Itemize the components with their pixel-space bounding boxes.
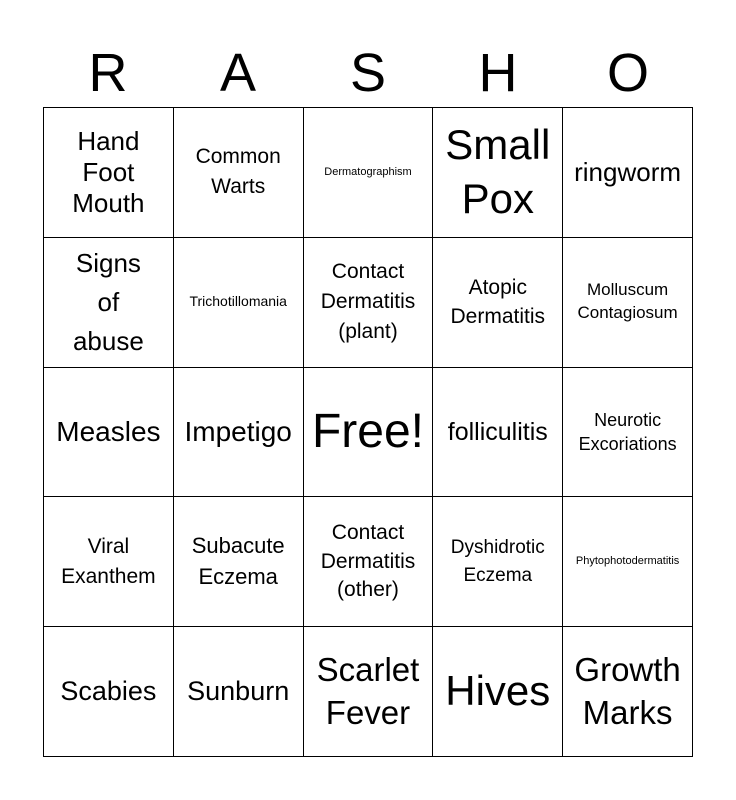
bingo-cell[interactable] <box>174 627 304 757</box>
cell-label: Viral Exanthem <box>61 535 156 588</box>
bingo-cell[interactable] <box>563 238 693 368</box>
bingo-cell[interactable] <box>563 368 693 498</box>
bingo-cell[interactable] <box>433 627 563 757</box>
header-letter-a: A <box>219 43 257 103</box>
cell-label: Free! <box>311 404 424 458</box>
bingo-cell[interactable] <box>563 627 693 757</box>
bingo-cell[interactable] <box>304 497 434 627</box>
cell-label: Sunburn <box>187 676 290 707</box>
bingo-cell[interactable] <box>44 497 174 627</box>
bingo-cell[interactable] <box>433 497 563 627</box>
bingo-cell[interactable] <box>174 238 304 368</box>
cell-label: Phytophotodermatitis <box>575 555 680 568</box>
cell-label: Contact Dermatitis (other) <box>320 521 416 601</box>
bingo-cell[interactable] <box>433 108 563 238</box>
bingo-cell[interactable] <box>433 238 563 368</box>
cell-label: Trichotillomania <box>189 293 287 310</box>
cell-label: Small Pox <box>445 120 551 223</box>
bingo-cell[interactable] <box>304 627 434 757</box>
bingo-cell[interactable] <box>44 238 174 368</box>
cell-label: Hand Foot Mouth <box>72 125 145 218</box>
cell-label: Scabies <box>60 676 157 707</box>
header-letter-o: O <box>606 43 649 103</box>
header-letter-r: R <box>88 43 128 103</box>
bingo-board <box>43 107 693 757</box>
cell-label: Impetigo <box>184 416 292 448</box>
cell-label: ringworm <box>574 156 682 187</box>
cell-label: Contact Dermatitis (plant) <box>320 259 416 344</box>
cell-label: Hives <box>445 667 551 715</box>
cell-label: Atopic Dermatitis <box>450 275 546 329</box>
bingo-cell[interactable] <box>563 497 693 627</box>
bingo-cell[interactable] <box>304 238 434 368</box>
cell-label: Scarlet Fever <box>316 650 420 731</box>
bingo-cell[interactable] <box>563 108 693 238</box>
cell-label: folliculitis <box>447 417 548 446</box>
cell-label: Measles <box>56 416 161 448</box>
bingo-cell[interactable] <box>433 368 563 498</box>
bingo-cell[interactable] <box>44 627 174 757</box>
bingo-cell[interactable] <box>174 108 304 238</box>
cell-label: Molluscum Contagiosum <box>577 280 678 323</box>
cell-label: Dermatographism <box>324 165 412 178</box>
cell-label: Neurotic Excoriations <box>578 409 677 454</box>
bingo-cell[interactable] <box>304 108 434 238</box>
bingo-header <box>43 38 693 108</box>
free-space[interactable] <box>304 368 434 498</box>
cell-label: Dyshidrotic Eczema <box>450 537 545 586</box>
cell-label: Common Warts <box>195 144 281 199</box>
bingo-cell[interactable] <box>174 368 304 498</box>
header-letter-h: H <box>478 43 518 103</box>
cell-label: Growth Marks <box>574 650 681 731</box>
cell-label: Subacute Eczema <box>191 532 285 589</box>
cell-label: Signs of abuse <box>72 247 144 356</box>
bingo-cell[interactable] <box>44 368 174 498</box>
bingo-cell[interactable] <box>174 497 304 627</box>
bingo-cell[interactable] <box>44 108 174 238</box>
header-letter-s: S <box>349 43 387 103</box>
